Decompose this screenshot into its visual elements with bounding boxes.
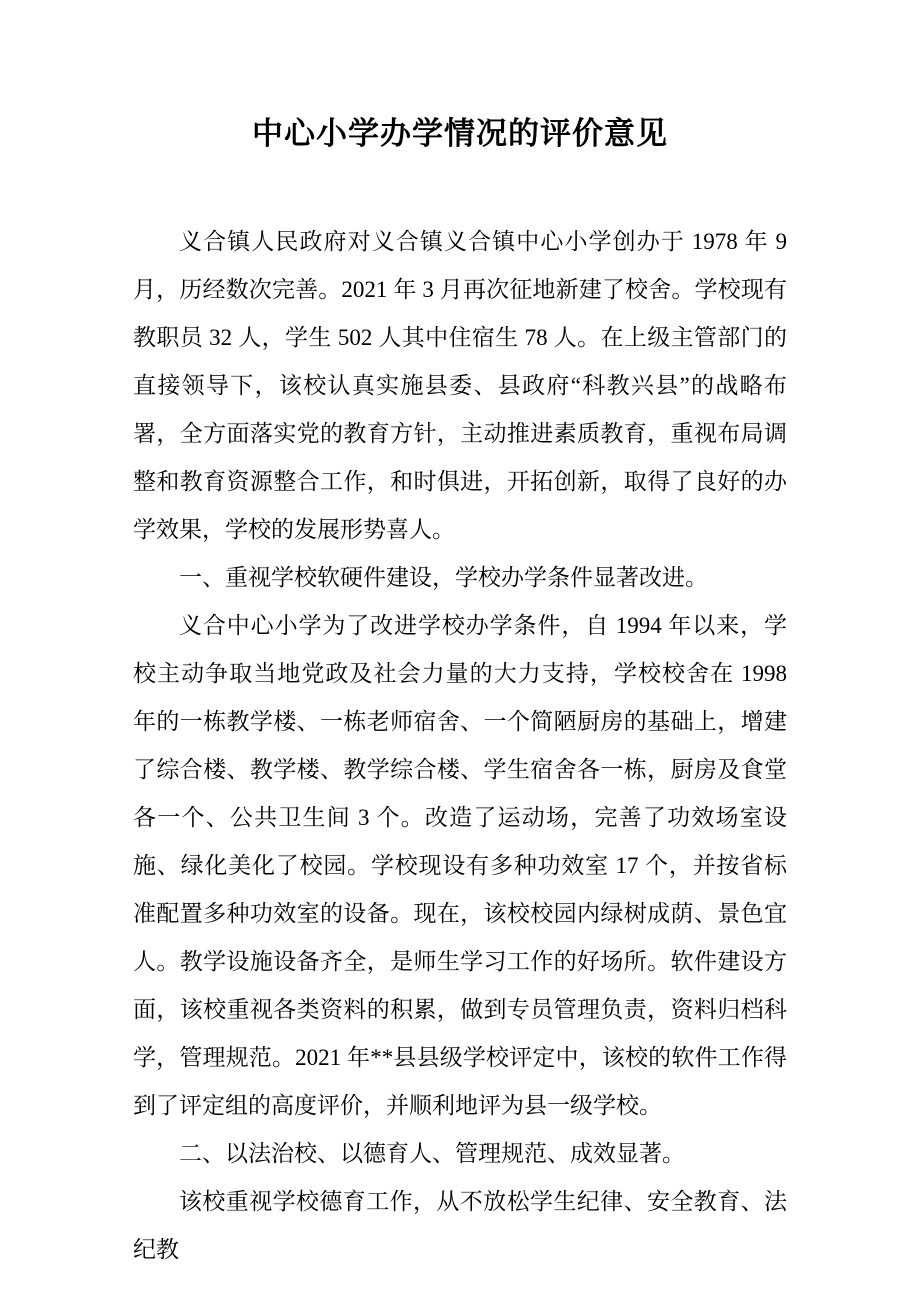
paragraph-intro: 义合镇人民政府对义合镇义合镇中心小学创办于 1978 年 9 月，历经数次完善。2021 年 3 月再次征地新建了校舍。学校现有教职员 32 人，学生 502 人其中住宿生 78 人。在上级主管部门的直接领导下，该校认真实施县委、县政府“科教兴县”的战略布署，全方面落实党的教育方针，主动推进素质教育，重视布局调整和教育资源整合工作，和时俱进，开拓创新，取得了良好的办学效果，学校的发展形势喜人。	[133, 229, 787, 542]
section-heading-2: 二、以法治校、以德育人、管理规范、成效显著。	[179, 1141, 685, 1166]
paragraph-section-1: 义合中心小学为了改进学校办学条件，自 1994 年以来，学校主动争取当地党政及社会力量的大力支持，学校校舍在 1998 年的一栋教学楼、一栋老师宿舍、一个简陋厨房的基础上，增建了综合楼、教学楼、教学综合楼、学生宿舍各一栋，厨房及食堂各一个、公共卫生间 3 个。改造了运动场，完善了功效场室设施、绿化美化了校园。学校现设有多种功效室 17 个，并按省标准配置多种功效室的设备。现在，该校校园内绿树成荫、景色宜人。教学设施设备齐全，是师生学习工作的好场所。软件建设方面，该校重视各类资料的积累，做到专员管理负责，资料归档科学，管理规范。2021 年**县县级学校评定中，该校的软件工作得到了评定组的高度评价，并顺利地评为县一级学校。	[133, 613, 787, 1118]
document-body	[133, 218, 787, 1274]
paragraph-section-2: 该校重视学校德育工作，从不放松学生纪律、安全教育、法纪教	[133, 1189, 787, 1262]
document-title: 中心小学办学情况的评价意见	[252, 116, 668, 151]
section-heading-1: 一、重视学校软硬件建设，学校办学条件显著改进。	[179, 565, 708, 590]
